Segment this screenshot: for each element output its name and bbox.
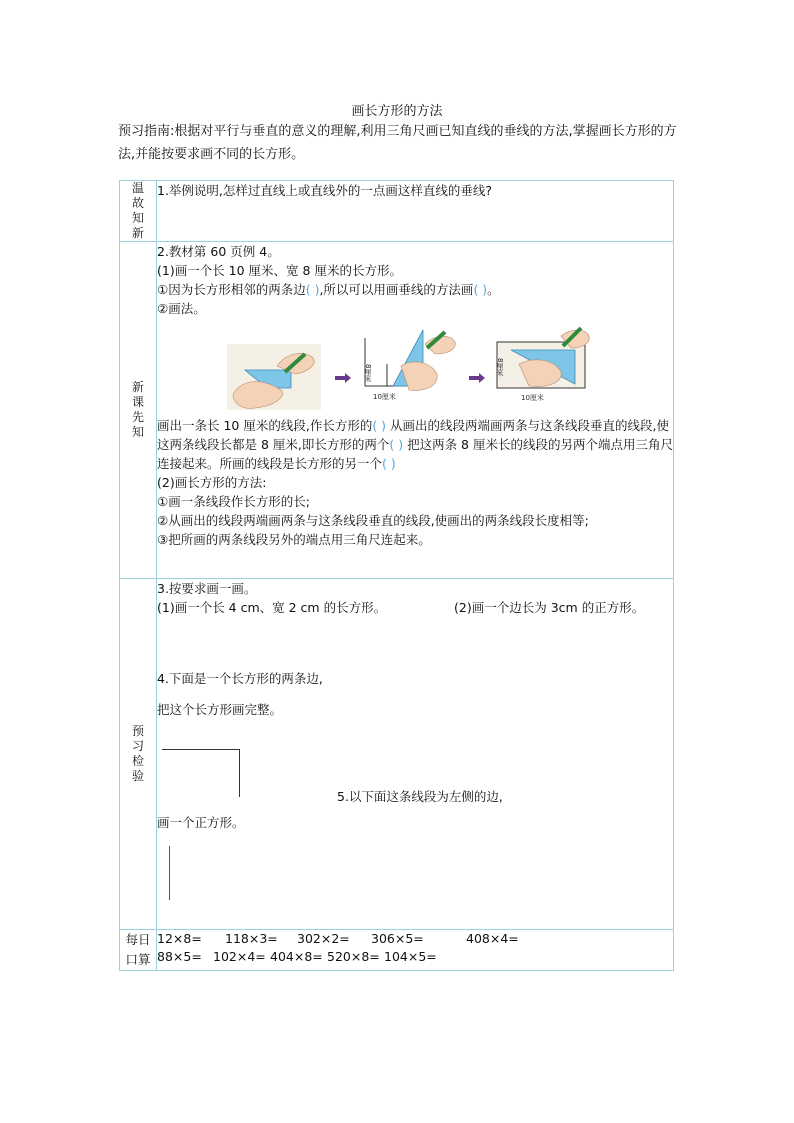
- page-title: 画长方形的方法: [351, 104, 443, 119]
- preview-guide: 预习指南:根据对平行与垂直的意义的理解,利用三角尺画已知直线的垂线的方法,掌握画长方形的方法,并能按要求画不同的长方形。: [118, 124, 677, 162]
- calc-item: 302×2=: [297, 931, 350, 946]
- step-2: ②从画出的线段两端画两条与这条线段垂直的线段,使画出的两条线段长度相等;: [157, 513, 589, 528]
- question-2-a: ①因为长方形相邻的两条边( ),所以可以用画垂线的方法画( )。: [157, 282, 500, 297]
- calc-item: 104×5=: [384, 949, 437, 964]
- question-1: 1.举例说明,怎样过直线上或直线外的一点画这样直线的垂线?: [157, 183, 493, 198]
- calc-item: 102×4=: [213, 949, 266, 964]
- arrow-icon: [469, 373, 485, 383]
- arrow-icon: [335, 373, 351, 383]
- drawing-method-paragraph: 画出一条长 10 厘米的线段,作长方形的( ) 从画出的线段两端画两条与这条线段垂直的线段,使这两条线段长都是 8 厘米,即长方形的两个( ) 把这两条 8 厘米长的线段的另两个端点用三角尺连接起来。所画的线段是长方形的另一个( ): [157, 418, 673, 471]
- worksheet-table: [119, 180, 674, 971]
- drawing-area-4[interactable]: [157, 719, 673, 805]
- check-cell: [157, 579, 674, 930]
- calc-line-1: [157, 930, 673, 948]
- review-cell: [157, 181, 674, 242]
- calc-line-2: [157, 948, 673, 966]
- question-2-1: (1)画一个长 10 厘米、宽 8 厘米的长方形。: [157, 263, 402, 278]
- calc-item: 118×3=: [225, 931, 278, 946]
- question-4-instruction: 把这个长方形画完整。: [157, 702, 283, 717]
- question-3-parts: [157, 598, 673, 617]
- drawing-steps-illustration: [225, 324, 645, 412]
- question-3-1: (1)画一个长 4 cm、宽 2 cm 的长方形。: [157, 600, 387, 615]
- drawing-area-3[interactable]: [157, 617, 673, 669]
- square-left-side: [169, 846, 170, 900]
- label-10cm-b: 10厘米: [521, 394, 544, 402]
- question-3-2: (2)画一个边长为 3cm 的正方形。: [454, 600, 645, 615]
- blank-1[interactable]: ( ): [305, 282, 320, 297]
- label-8cm-b: 8厘米: [496, 358, 504, 377]
- section-label-check: 预 习 检 验: [120, 579, 157, 930]
- question-5-instruction: 画一个正方形。: [157, 815, 245, 830]
- calc-item: 88×5=: [157, 949, 202, 964]
- rect-top-side: [162, 749, 240, 750]
- question-2-2: (2)画长方形的方法:: [157, 475, 267, 490]
- section-label-daily: 每日 口算: [120, 930, 157, 971]
- blank-3[interactable]: ( ): [372, 418, 387, 433]
- drawing-steps-figure: [157, 324, 673, 412]
- question-3: 3.按要求画一画。: [157, 581, 257, 596]
- calc-item: 404×8=: [270, 949, 323, 964]
- question-5: 5.以下面这条线段为左侧的边,: [337, 789, 503, 804]
- rect-right-side: [239, 749, 240, 797]
- section-label-review: 温 故 知 新: [120, 181, 157, 242]
- step-1: ①画一条线段作长方形的长;: [157, 494, 310, 509]
- newlesson-cell: [157, 242, 674, 579]
- blank-4[interactable]: ( ): [389, 437, 404, 452]
- calc-item: 12×8=: [157, 931, 202, 946]
- step-3: ③把所画的两条线段另外的端点用三角尺连起来。: [157, 532, 431, 547]
- label-10cm-a: 10厘米: [373, 393, 396, 401]
- label-8cm: 8厘米: [364, 364, 372, 383]
- calc-item: 306×5=: [371, 931, 424, 946]
- blank-2[interactable]: ( ): [473, 282, 488, 297]
- daily-calc-cell: [157, 930, 674, 971]
- question-2-b: ②画法。: [157, 301, 206, 316]
- calc-item: 520×8=: [327, 949, 380, 964]
- question-4: 4.下面是一个长方形的两条边,: [157, 671, 323, 686]
- blank-5[interactable]: ( ): [382, 456, 396, 471]
- calc-item: 408×4=: [466, 931, 519, 946]
- question-2-title: 2.教材第 60 页例 4。: [157, 244, 280, 259]
- section-label-newlesson: 新 课 先 知: [120, 242, 157, 579]
- drawing-area-5[interactable]: [157, 832, 673, 892]
